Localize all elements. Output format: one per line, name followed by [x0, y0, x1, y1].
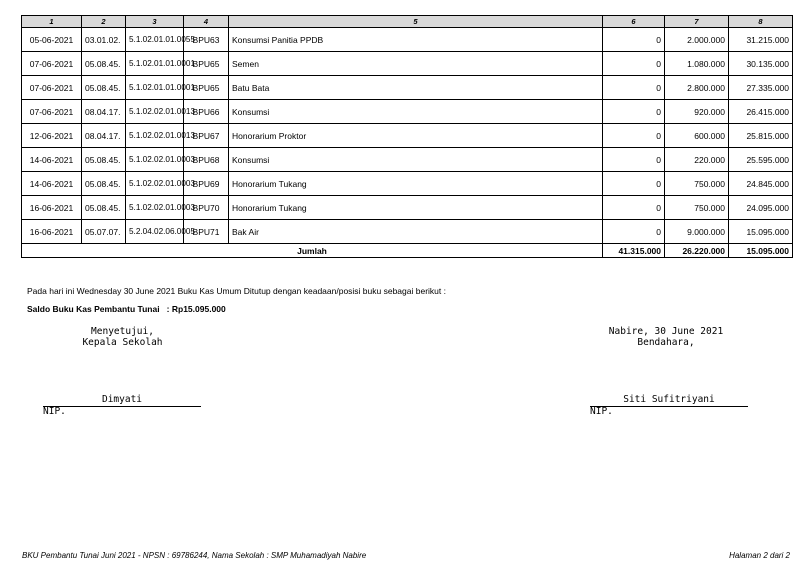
receipt-cell: 0	[603, 124, 665, 148]
table-row	[22, 196, 793, 220]
total-receipt: 41.315.000	[603, 244, 665, 258]
column-header: 3	[126, 16, 184, 28]
balance-cell: 30.135.000	[729, 52, 793, 76]
treasurer-nip: NIP.	[590, 406, 613, 417]
balance-label: Saldo Buku Kas Pembantu Tunai	[27, 304, 160, 314]
expense-cell: 920.000	[665, 100, 729, 124]
expense-cell: 750.000	[665, 172, 729, 196]
balance-cell: 24.095.000	[729, 196, 793, 220]
ref-cell: BPU67	[184, 124, 229, 148]
date-cell: 14-06-2021	[22, 148, 82, 172]
ref-cell: BPU63	[184, 28, 229, 52]
description-cell: Konsumsi	[229, 148, 603, 172]
date-cell: 05-06-2021	[22, 28, 82, 52]
balance-cell: 26.415.000	[729, 100, 793, 124]
column-header: 6	[603, 16, 665, 28]
balance-cell: 31.215.000	[729, 28, 793, 52]
code-cell: 05.08.45.	[82, 196, 126, 220]
description-cell: Honorarium Tukang	[229, 196, 603, 220]
code-cell: 05.08.45.	[82, 148, 126, 172]
table-row	[22, 76, 793, 100]
description-cell: Bak Air	[229, 220, 603, 244]
total-row	[22, 244, 793, 258]
account-cell: 5.1.02.01.01.0055	[126, 28, 184, 52]
column-header: 5	[229, 16, 603, 28]
receipt-cell: 0	[603, 220, 665, 244]
ref-cell: BPU68	[184, 148, 229, 172]
expense-cell: 220.000	[665, 148, 729, 172]
header-row	[22, 16, 793, 28]
table-row	[22, 220, 793, 244]
balance-cell: 24.845.000	[729, 172, 793, 196]
account-cell: 5.1.02.01.01.0001	[126, 76, 184, 100]
ref-cell: BPU65	[184, 76, 229, 100]
ref-cell: BPU70	[184, 196, 229, 220]
footer-page-number: Halaman 2 dari 2	[729, 551, 790, 560]
expense-cell: 600.000	[665, 124, 729, 148]
expense-cell: 2.800.000	[665, 76, 729, 100]
ref-cell: BPU65	[184, 52, 229, 76]
description-cell: Konsumsi	[229, 100, 603, 124]
code-cell: 03.01.02.	[82, 28, 126, 52]
account-cell: 5.1.02.02.01.0003	[126, 196, 184, 220]
principal-title: Kepala Sekolah	[82, 337, 163, 348]
receipt-cell: 0	[603, 52, 665, 76]
table-row	[22, 124, 793, 148]
receipt-cell: 0	[603, 196, 665, 220]
date-cell: 07-06-2021	[22, 76, 82, 100]
balance-value: Rp15.095.000	[171, 304, 226, 314]
description-cell: Semen	[229, 52, 603, 76]
table-row	[22, 172, 793, 196]
ledger-table	[21, 15, 793, 258]
column-header: 2	[82, 16, 126, 28]
treasurer-signature-line	[590, 406, 748, 407]
code-cell: 05.08.45.	[82, 52, 126, 76]
column-header: 7	[665, 16, 729, 28]
code-cell: 08.04.17.	[82, 124, 126, 148]
total-expense: 26.220.000	[665, 244, 729, 258]
code-cell: 05.07.07.	[82, 220, 126, 244]
expense-cell: 2.000.000	[665, 28, 729, 52]
column-header: 8	[729, 16, 793, 28]
account-cell: 5.1.02.02.01.0003	[126, 148, 184, 172]
balance-cell: 25.595.000	[729, 148, 793, 172]
account-cell: 5.1.02.01.01.0001	[126, 52, 184, 76]
receipt-cell: 0	[603, 172, 665, 196]
date-cell: 12-06-2021	[22, 124, 82, 148]
receipt-cell: 0	[603, 76, 665, 100]
table-row	[22, 148, 793, 172]
description-cell: Konsumsi Panitia PPDB	[229, 28, 603, 52]
approval-label: Menyetujui,	[91, 326, 154, 337]
expense-cell: 750.000	[665, 196, 729, 220]
total-balance: 15.095.000	[729, 244, 793, 258]
account-cell: 5.2.04.02.06.0005	[126, 220, 184, 244]
receipt-cell: 0	[603, 28, 665, 52]
place-date: Nabire, 30 June 2021	[608, 326, 724, 337]
balance-line	[27, 304, 226, 314]
code-cell: 08.04.17.	[82, 100, 126, 124]
column-header: 1	[22, 16, 82, 28]
description-cell: Honorarium Tukang	[229, 172, 603, 196]
closing-statement: Pada hari ini Wednesday 30 June 2021 Buku Kas Umum Ditutup dengan keadaan/posisi buku sebagai berikut :	[27, 286, 446, 296]
total-label: Jumlah	[22, 244, 603, 258]
receipt-cell: 0	[603, 100, 665, 124]
table-row	[22, 28, 793, 52]
expense-cell: 1.080.000	[665, 52, 729, 76]
date-cell: 16-06-2021	[22, 220, 82, 244]
account-cell: 5.1.02.02.01.0013	[126, 124, 184, 148]
principal-nip: NIP.	[43, 406, 66, 417]
balance-separator: :	[166, 304, 170, 314]
code-cell: 05.08.45.	[82, 76, 126, 100]
principal-signature-line	[43, 406, 201, 407]
code-cell: 05.08.45.	[82, 172, 126, 196]
principal-name: Dimyati	[101, 394, 143, 405]
date-cell: 07-06-2021	[22, 52, 82, 76]
account-cell: 5.1.02.02.01.0003	[126, 172, 184, 196]
ref-cell: BPU71	[184, 220, 229, 244]
table-row	[22, 52, 793, 76]
description-cell: Batu Bata	[229, 76, 603, 100]
expense-cell: 9.000.000	[665, 220, 729, 244]
balance-cell: 15.095.000	[729, 220, 793, 244]
ref-cell: BPU69	[184, 172, 229, 196]
ref-cell: BPU66	[184, 100, 229, 124]
balance-cell: 27.335.000	[729, 76, 793, 100]
treasurer-name: Siti Sufitriyani	[623, 394, 715, 405]
account-cell: 5.1.02.02.01.0013	[126, 100, 184, 124]
table-row	[22, 100, 793, 124]
footer-document-info: BKU Pembantu Tunai Juni 2021 - NPSN : 69786244, Nama Sekolah : SMP Muhamadiyah Nabire	[22, 551, 367, 560]
treasurer-title: Bendahara,	[637, 337, 695, 348]
date-cell: 16-06-2021	[22, 196, 82, 220]
date-cell: 07-06-2021	[22, 100, 82, 124]
date-cell: 14-06-2021	[22, 172, 82, 196]
description-cell: Honorarium Proktor	[229, 124, 603, 148]
receipt-cell: 0	[603, 148, 665, 172]
column-header: 4	[184, 16, 229, 28]
balance-cell: 25.815.000	[729, 124, 793, 148]
